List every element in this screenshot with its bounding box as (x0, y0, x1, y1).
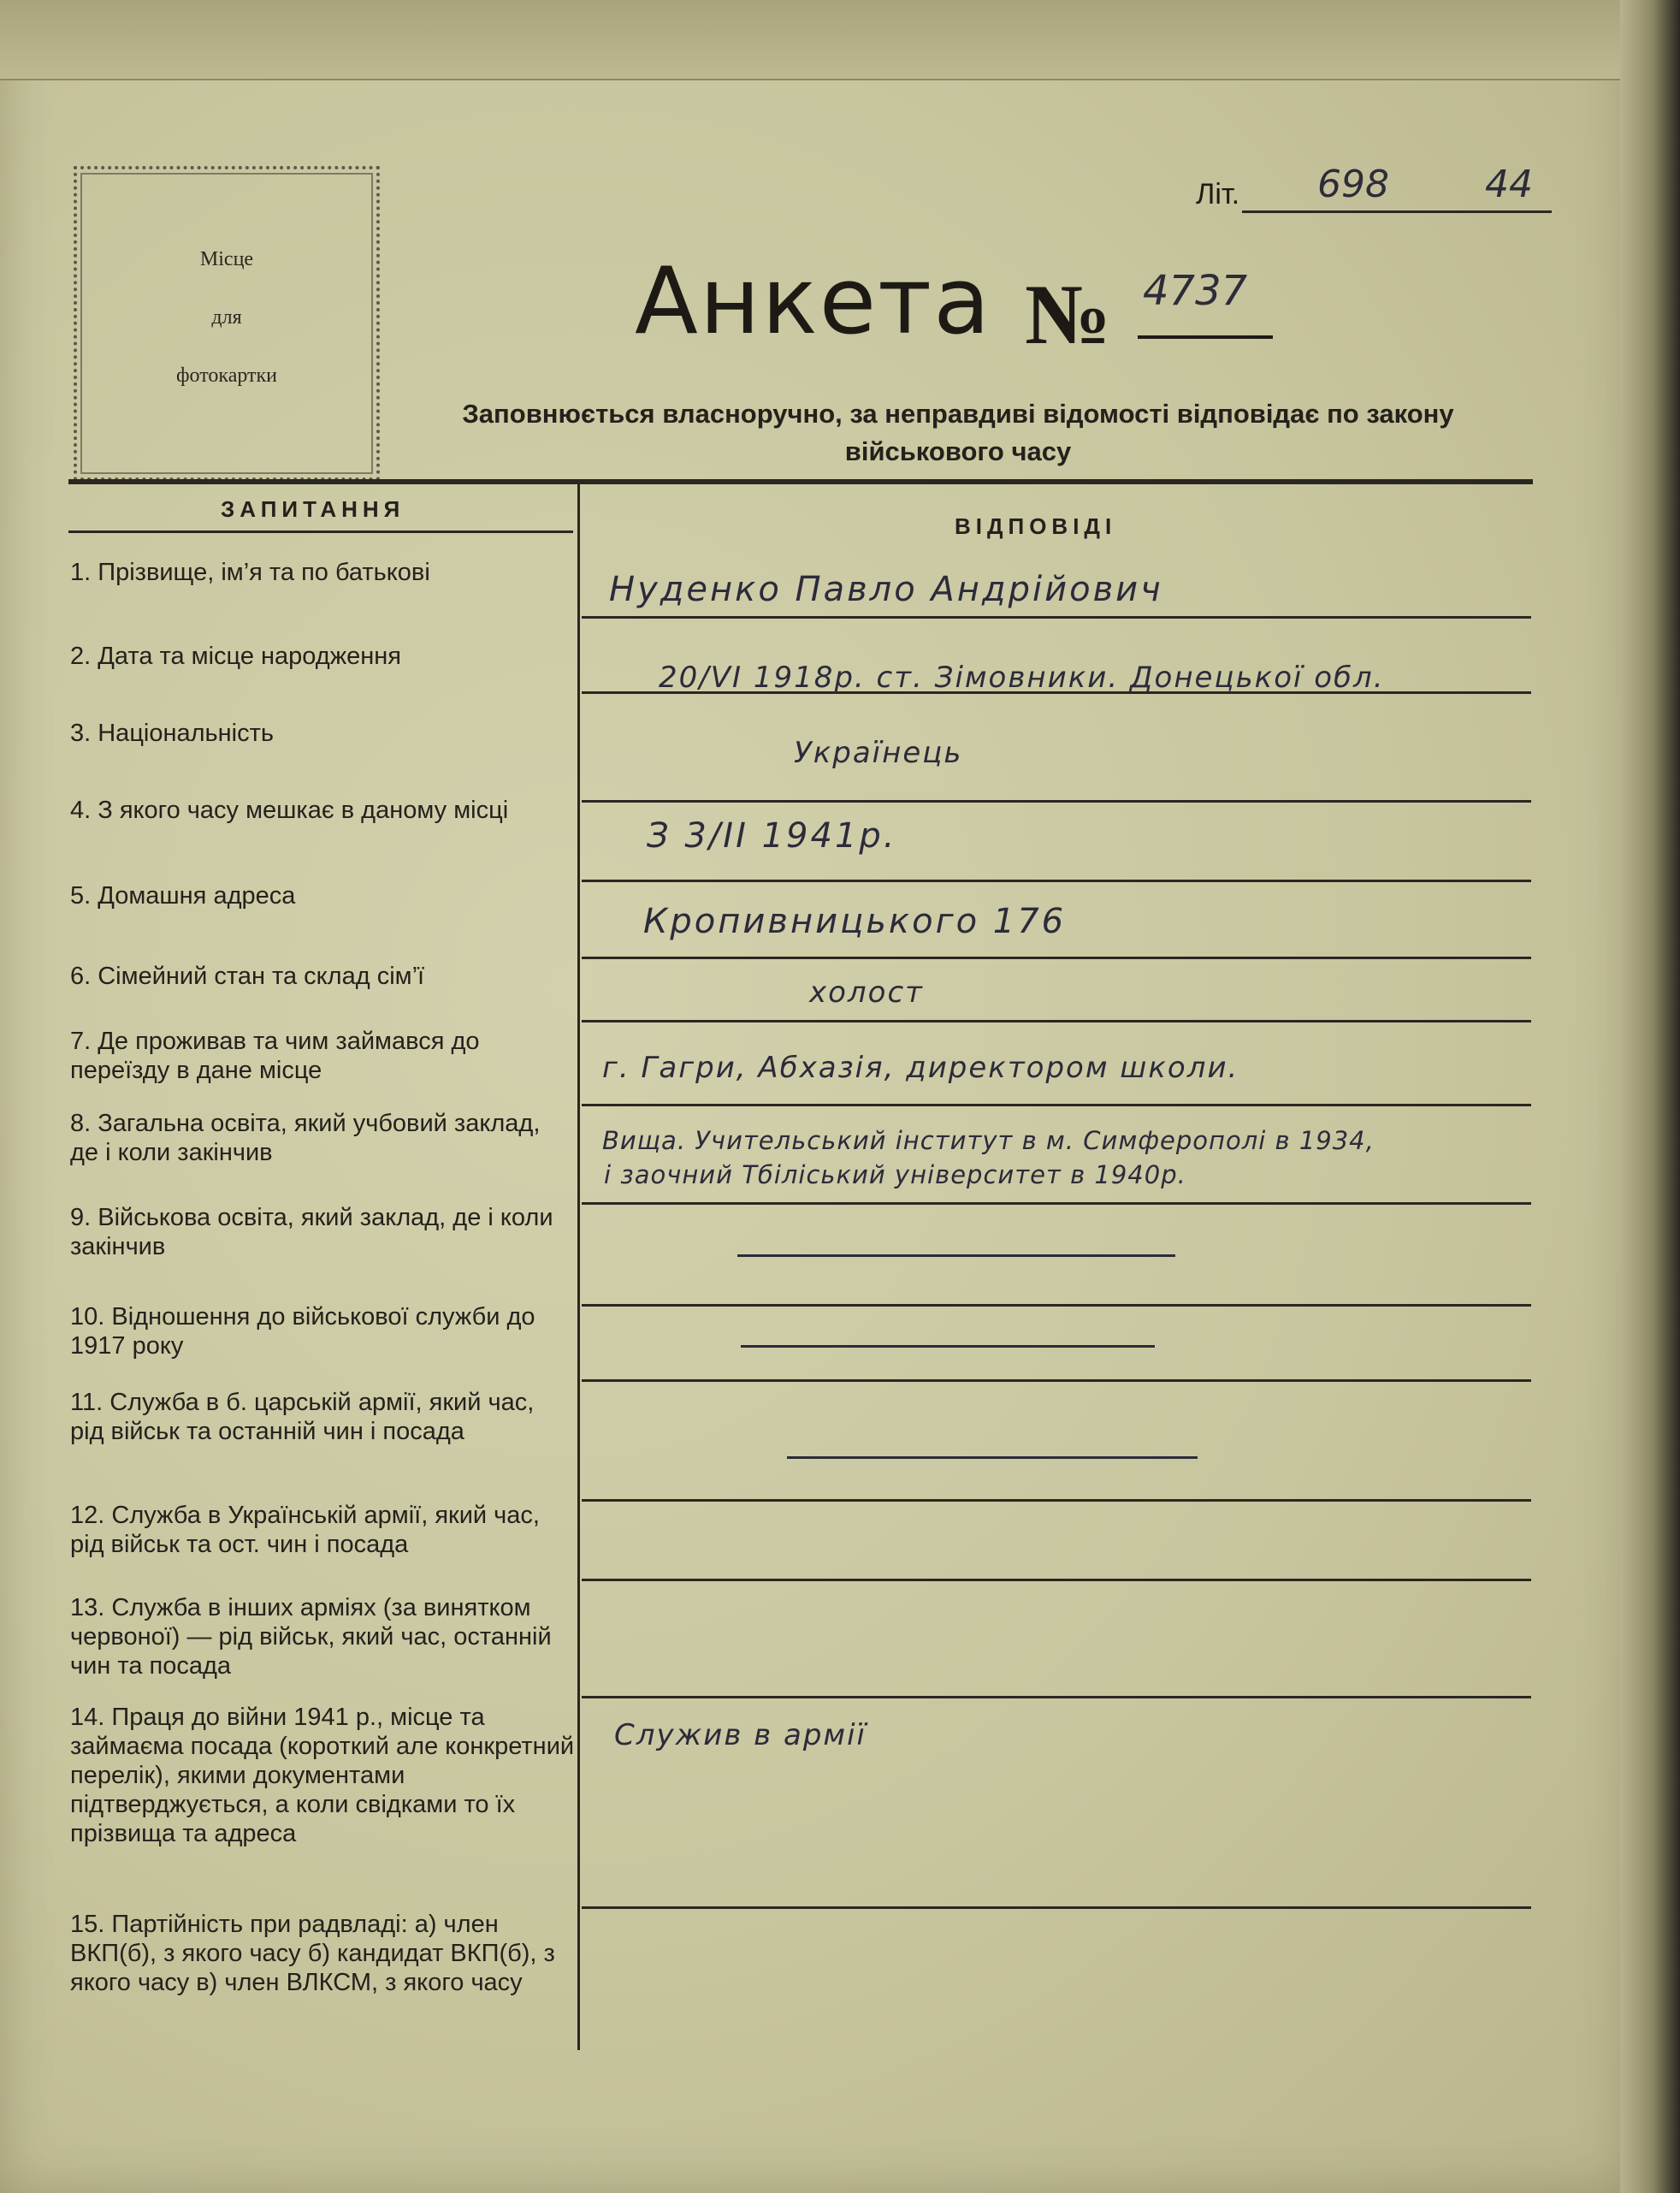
subtitle-line-2: військового часу (844, 436, 1072, 466)
lit-line (1242, 210, 1552, 213)
stacked-pages-edge (0, 0, 1630, 80)
question-12: 12. Служба в Українській армії, який час, рід військ та ост. чин і посада (70, 1502, 540, 1558)
question-6: 6. Сімейний стан та склад сім’ї (70, 963, 425, 990)
table-header-rule (68, 530, 573, 533)
subtitle-line-1: Заповнюється власноручно, за неправдиві відомості відповідає по закону (462, 399, 1454, 429)
form-number: 4737 (1143, 267, 1248, 315)
row-rule (582, 1104, 1531, 1106)
row-rule (582, 1379, 1531, 1382)
answer-birth: 20/VI 1918р. ст. Зімовники. Донецької обл. (659, 661, 1385, 695)
subtitle (402, 395, 1514, 471)
row-rule (582, 616, 1531, 619)
form-number-line (1138, 335, 1273, 339)
answer-education-line-1: Вища. Учительський інститут в м. Симферополі в 1934, (602, 1126, 1375, 1155)
row-rule (582, 800, 1531, 803)
question-3: 3. Національність (70, 720, 275, 747)
blank-mark-10 (741, 1345, 1155, 1348)
blank-mark-9 (737, 1254, 1175, 1257)
photo-label-1: Місце (199, 248, 254, 270)
answer-family-status: холост (809, 975, 924, 1010)
column-header-answers: ВІДПОВІДІ (955, 513, 1117, 539)
row-rule (582, 1304, 1531, 1307)
question-4: 4. З якого часу мешкає в даному місці (70, 797, 509, 824)
lit-value-1: 698 (1317, 163, 1389, 206)
answer-previous-residence: г. Гагри, Абхазія, директором школи. (602, 1051, 1239, 1085)
question-2: 2. Дата та місце народження (70, 643, 401, 670)
row-rule (582, 957, 1531, 959)
answer-home-address: Кропивницького 176 (643, 902, 1067, 941)
row-rule (582, 1696, 1531, 1698)
photo-placeholder (74, 166, 380, 481)
question-15: 15. Партійність при радвладі: а) член ВКП(б), з якого часу б) кандидат ВКП(б), з якого часу в) член ВЛКСМ, з якого часу (70, 1911, 555, 1996)
column-header-questions: ЗАПИТАННЯ (221, 496, 405, 522)
answer-residence-since: З 3/II 1941р. (647, 816, 897, 856)
row-rule (582, 1906, 1531, 1909)
photo-label-3: фотокартки (175, 365, 278, 387)
answer-full-name: Нуденко Павло Андрійович (609, 570, 1163, 609)
table-column-divider (577, 484, 580, 2050)
question-11: 11. Служба в б. царській армії, який час, рід військ та останній чин і посада (70, 1389, 535, 1445)
answer-education-line-2: і заочний Тбіліський університет в 1940р. (604, 1160, 1186, 1189)
row-rule (582, 1020, 1531, 1022)
number-sign: № (1025, 267, 1111, 362)
row-rule (582, 1202, 1531, 1205)
row-rule (582, 1579, 1531, 1581)
question-14: 14. Праця до війни 1941 р., місце та займаєма посада (короткий але конкретний перелік), якими документами підтверджується, а коли свідками то їх прізвища та адреса (70, 1704, 575, 1847)
answer-work-before-war: Служив в армії (614, 1718, 867, 1752)
answer-nationality: Українець (794, 736, 963, 770)
question-1: 1. Прізвище, ім’я та по батькові (70, 559, 430, 586)
blank-mark-11 (787, 1456, 1198, 1459)
question-5: 5. Домашня адреса (70, 882, 296, 910)
row-rule (582, 1499, 1531, 1502)
question-9: 9. Військова освіта, який заклад, де і коли закінчив (70, 1204, 553, 1260)
table-top-rule (68, 479, 1533, 484)
question-8: 8. Загальна освіта, який учбовий заклад, де і коли закінчив (70, 1110, 541, 1166)
lit-label: Літ. (1196, 178, 1240, 210)
photo-label-2: для (211, 306, 242, 329)
question-10: 10. Відношення до військової служби до 1917 року (70, 1303, 535, 1360)
row-rule (582, 880, 1531, 882)
lit-value-2: 44 (1485, 163, 1533, 206)
question-7: 7. Де проживав та чим займався до переїзду в дане місце (70, 1028, 480, 1084)
question-13: 13. Служба в інших арміях (за винятком червоної) — рід військ, який час, останній чин та посада (70, 1594, 552, 1680)
page-title: Анкета (635, 248, 992, 355)
page-stack-edge (1620, 0, 1680, 2193)
